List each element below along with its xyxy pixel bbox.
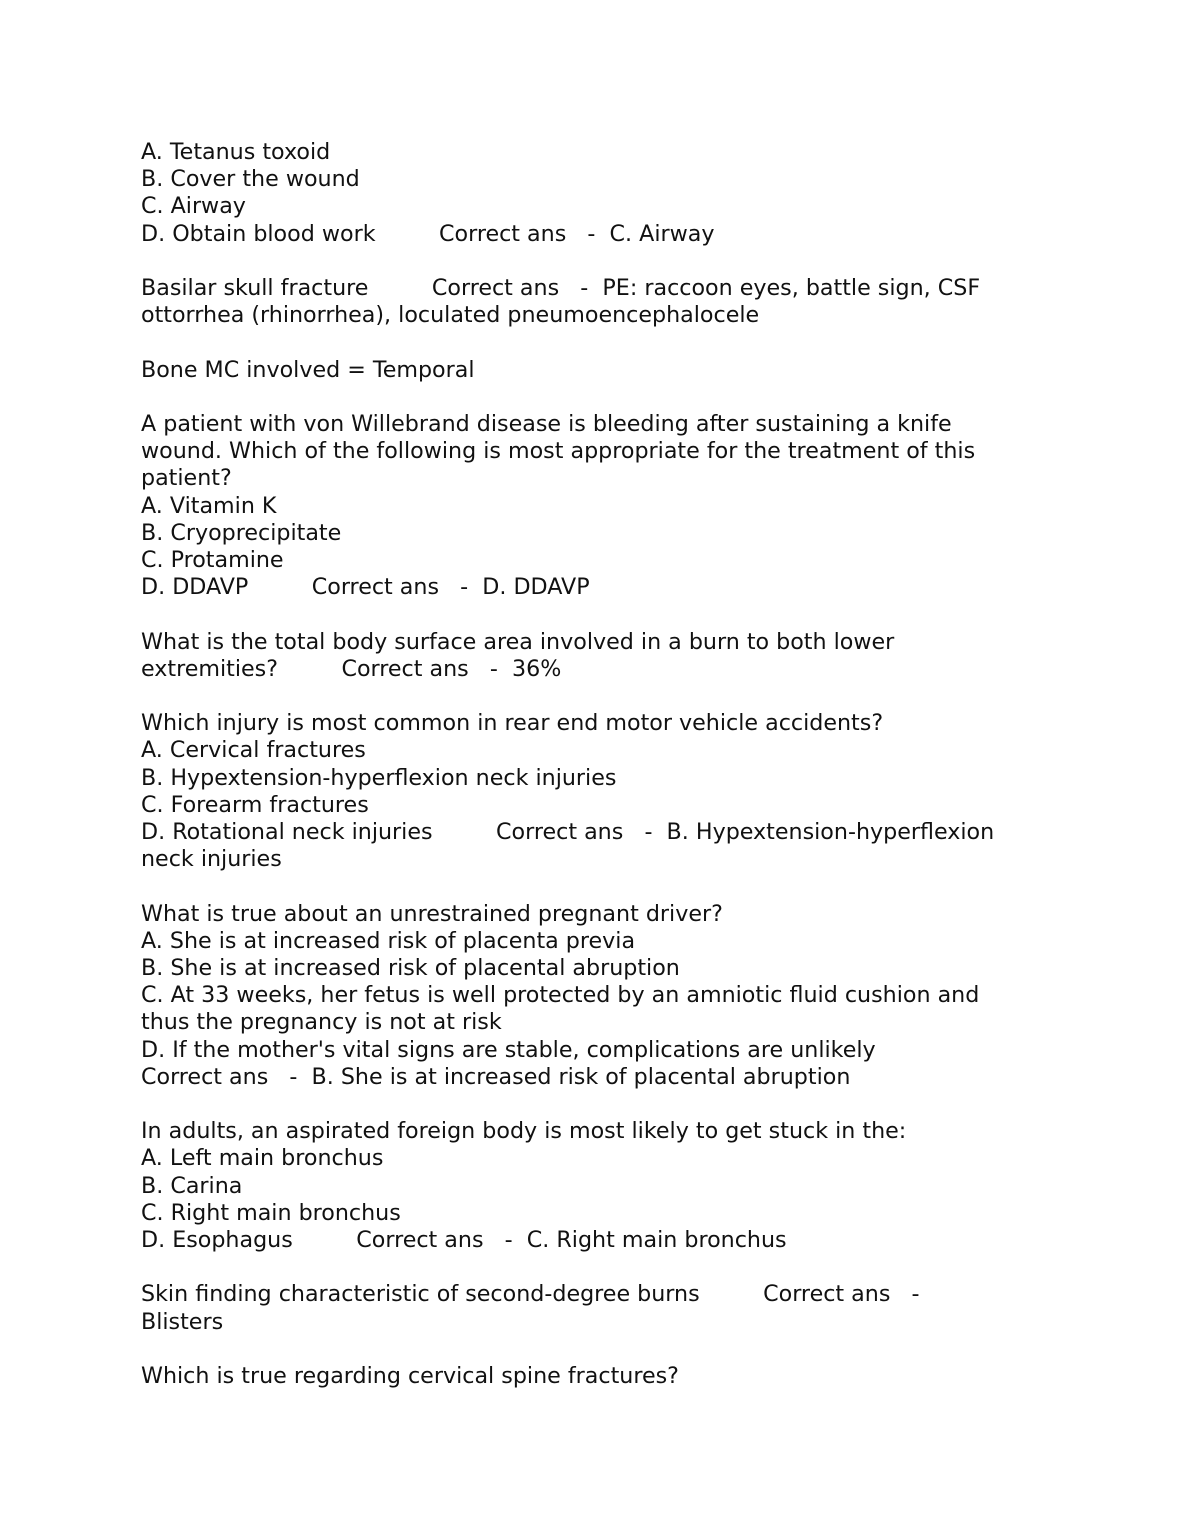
text-line: A. Tetanus toxoid <box>141 139 331 165</box>
document-page <box>141 139 1061 1390</box>
text-line: neck injuries <box>141 846 282 873</box>
text-line: C. Right main bronchus <box>141 1199 401 1226</box>
text-line: D. DDAVP Correct ans - D. DDAVP <box>141 574 590 601</box>
text-line: What is true about an unrestrained pregnant driver? <box>141 900 723 927</box>
question-block <box>141 710 1061 873</box>
paragraph-gap <box>141 873 1061 900</box>
question-block <box>141 629 1061 683</box>
text-line: Basilar skull fracture Correct ans - PE: raccoon eyes, battle sign, CSF <box>141 275 981 301</box>
text-line: B. Cover the wound <box>141 166 360 193</box>
text-line: Blisters <box>141 1308 224 1335</box>
paragraph-gap <box>141 1091 1061 1118</box>
paragraph-gap <box>141 601 1061 628</box>
question-block <box>141 1363 1061 1390</box>
question-block <box>141 1118 1061 1254</box>
text-line: B. She is at increased risk of placental abruption <box>141 955 680 981</box>
text-line: A. Cervical fractures <box>141 737 366 764</box>
text-line: What is the total body surface area involved in a burn to both lower <box>141 628 895 655</box>
question-block <box>141 411 1061 601</box>
text-line: D. Esophagus Correct ans - C. Right main bronchus <box>141 1227 787 1254</box>
text-line: thus the pregnancy is not at risk <box>141 1009 502 1036</box>
text-line: C. Airway <box>141 193 246 220</box>
paragraph-gap <box>141 384 1061 411</box>
text-line: Skin finding characteristic of second-degree burns Correct ans - <box>141 1281 920 1308</box>
paragraph-gap <box>141 329 1061 356</box>
text-line: ottorrhea (rhinorrhea), loculated pneumoencephalocele <box>141 302 760 329</box>
text-line: B. Carina <box>141 1172 243 1199</box>
text-line: Correct ans - B. She is at increased risk of placental abruption <box>141 1063 851 1090</box>
text-line: D. Rotational neck injuries Correct ans - B. Hypextension-hyperflexion <box>141 819 995 845</box>
paragraph-gap <box>141 683 1061 710</box>
text-line: D. Obtain blood work Correct ans - C. Airway <box>141 220 715 247</box>
question-block <box>141 357 1061 384</box>
text-line: B. Hypextension-hyperflexion neck injuries <box>141 764 617 791</box>
question-block <box>141 139 1061 248</box>
text-line: extremities? Correct ans - 36% <box>141 655 562 682</box>
text-line: B. Cryoprecipitate <box>141 519 342 546</box>
text-line: Which is true regarding cervical spine fractures? <box>141 1363 679 1389</box>
text-line: A patient with von Willebrand disease is bleeding after sustaining a knife <box>141 410 952 437</box>
question-block <box>141 1281 1061 1335</box>
text-line: Bone MC involved = Temporal <box>141 356 475 383</box>
text-line: Which injury is most common in rear end motor vehicle accidents? <box>141 710 884 737</box>
paragraph-gap <box>141 248 1061 275</box>
text-line: A. She is at increased risk of placenta previa <box>141 927 636 954</box>
question-block <box>141 275 1061 329</box>
text-line: A. Left main bronchus <box>141 1145 384 1172</box>
text-line: In adults, an aspirated foreign body is most likely to get stuck in the: <box>141 1118 907 1145</box>
text-line: A. Vitamin K <box>141 492 277 519</box>
question-block <box>141 901 1061 1091</box>
paragraph-gap <box>141 1254 1061 1281</box>
text-line: D. If the mother's vital signs are stable, complications are unlikely <box>141 1036 876 1063</box>
text-line: C. Forearm fractures <box>141 791 369 818</box>
text-line: C. Protamine <box>141 547 284 573</box>
text-line: C. At 33 weeks, her fetus is well protected by an amniotic fluid cushion and <box>141 982 980 1009</box>
text-line: patient? <box>141 465 232 492</box>
text-line: wound. Which of the following is most appropriate for the treatment of this <box>141 438 976 465</box>
paragraph-gap <box>141 1336 1061 1363</box>
